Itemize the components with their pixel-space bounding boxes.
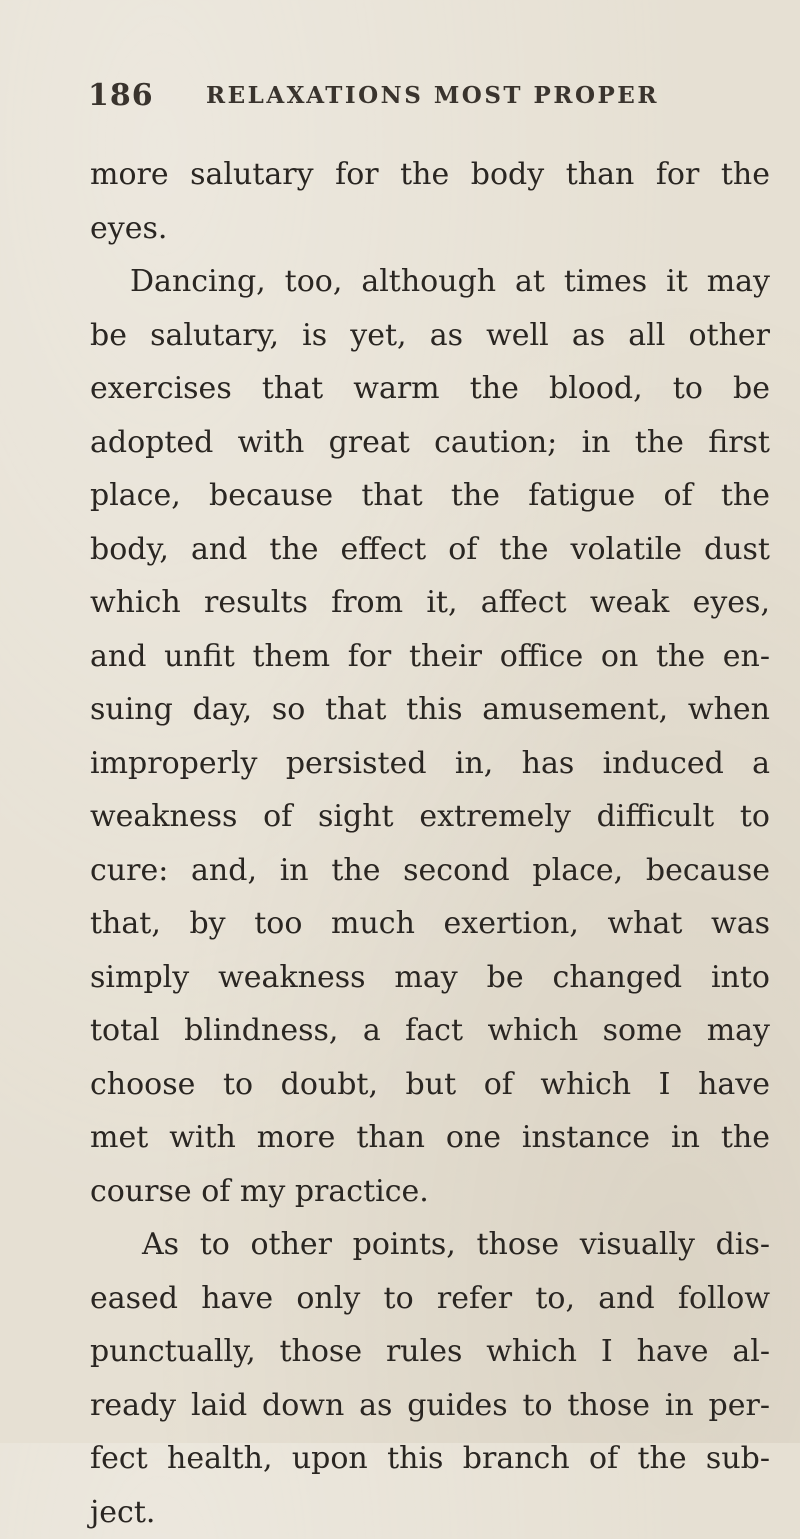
text-line: eased have only to refer to, and follow — [90, 1272, 770, 1326]
text-line: suing day, so that this amusement, when — [90, 683, 770, 737]
text-line: weakness of sight extremely difficult to — [90, 790, 770, 844]
text-line: improperly persisted in, has induced a — [90, 737, 770, 791]
text-line: more salutary for the body than for the — [90, 148, 770, 202]
text-line: total blindness, a fact which some may — [90, 1004, 770, 1058]
text-line: met with more than one instance in the — [90, 1111, 770, 1165]
text-line: choose to doubt, but of which I have — [90, 1058, 770, 1112]
text-line: exercises that warm the blood, to be — [90, 362, 770, 416]
text-line: which results from it, affect weak eyes, — [90, 576, 770, 630]
text-line: and unfit them for their office on the en- — [90, 630, 770, 684]
text-line: ject. — [90, 1486, 770, 1539]
text-line: eyes. — [90, 202, 770, 256]
text-line: cure: and, in the second place, because — [90, 844, 770, 898]
text-line: Dancing, too, although at times it may — [90, 255, 770, 309]
text-line: ready laid down as guides to those in per- — [90, 1379, 770, 1433]
text-line: punctually, those rules which I have al- — [90, 1325, 770, 1379]
page-number: 186 — [88, 78, 154, 113]
text-line: that, by too much exertion, what was — [90, 897, 770, 951]
body-text — [90, 148, 770, 1539]
text-line: course of my practice. — [90, 1165, 770, 1219]
text-line: simply weakness may be changed into — [90, 951, 770, 1005]
text-line: fect health, upon this branch of the sub- — [90, 1432, 770, 1486]
text-line: As to other points, those visually dis- — [90, 1218, 770, 1272]
text-line: adopted with great caution; in the first — [90, 416, 770, 470]
running-head — [88, 78, 748, 118]
text-line: be salutary, is yet, as well as all other — [90, 309, 770, 363]
running-title: RELAXATIONS MOST PROPER — [206, 82, 659, 109]
text-line: place, because that the fatigue of the — [90, 469, 770, 523]
text-line: body, and the effect of the volatile dust — [90, 523, 770, 577]
